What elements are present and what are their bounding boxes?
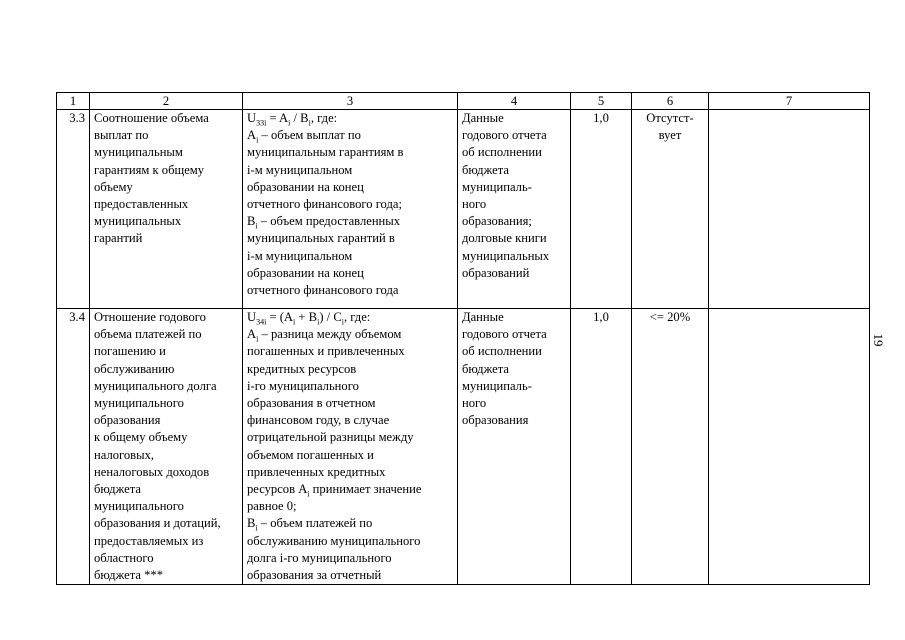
desc-a-prefix: A — [247, 327, 257, 342]
weight-value: 1,0 — [571, 110, 632, 309]
desc-a-sub: i — [256, 334, 259, 344]
desc-b: – объем платежей по обслуживанию муниципального долга i-го муниципального образования за отчетный — [247, 516, 421, 583]
indicator-name: Отношение годового объема платежей по погашению и обслуживанию муниципального долга муниципального образования к общему объему налоговых, неналоговых доходов бюджета муниципального образования и дотаций, предоставляемых из областного бюджета *** — [90, 309, 243, 585]
formula-sub: i — [308, 118, 311, 128]
formula-part: = (A — [266, 310, 294, 324]
header-cell: 1 — [57, 93, 90, 110]
table-row — [57, 110, 870, 309]
formula-sub: i — [293, 317, 296, 327]
header-cell: 4 — [458, 93, 571, 110]
note-cell — [709, 309, 870, 585]
formula-cell — [243, 110, 458, 309]
formula-part: ) / C — [319, 310, 342, 324]
page-number: 19 — [871, 333, 886, 347]
desc-a: – объем выплат по муниципальным гарантиям в i-м муниципальном образовании на конец отчетного финансового года; — [247, 128, 404, 212]
desc-a-prefix: A — [247, 128, 257, 143]
header-cell: 7 — [709, 93, 870, 110]
desc-b-prefix: B — [247, 516, 256, 531]
desc-b-sub: i — [255, 523, 258, 533]
formula-main: U — [247, 310, 257, 324]
formula-part: = A — [266, 111, 289, 125]
indicators-table — [56, 92, 870, 585]
formula-sub: i — [317, 317, 320, 327]
note-cell — [709, 110, 870, 309]
threshold-value: <= 20% — [632, 309, 709, 585]
data-source: Данные годового отчета об исполнении бюджета муниципаль- ного образования; долговые книги муниципальных образований — [458, 110, 571, 309]
header-cell: 6 — [632, 93, 709, 110]
threshold-value: Отсутст- вует — [632, 110, 709, 309]
header-cell: 2 — [90, 93, 243, 110]
row-number: 3.4 — [57, 309, 90, 585]
formula-tail: , где: — [343, 310, 371, 324]
desc-b-prefix: B — [247, 214, 256, 229]
formula-main: U — [247, 111, 257, 125]
table-header-row — [57, 93, 870, 110]
desc-b: – объем предоставленных муниципальных гарантий в i-м муниципальном образовании на конец отчетного финансового года — [247, 214, 401, 298]
header-cell: 3 — [243, 93, 458, 110]
formula-cell — [243, 309, 458, 585]
formula-sub: 33i — [256, 118, 267, 128]
formula-part: / B — [290, 111, 309, 125]
formula-part: + B — [295, 310, 318, 324]
row-number: 3.3 — [57, 110, 90, 309]
desc-a-tail: принимает значение равное 0; — [247, 482, 422, 514]
desc-a: – разница между объемом погашенных и привлеченных кредитных ресурсов i-го муниципального образования в отчетном финансовом году, в случае отрицательной разницы между объемом погашенных и привлеченных кредитных ресурсов A — [247, 327, 414, 497]
desc-a-sub: i — [307, 489, 310, 499]
indicator-name: Соотношение объема выплат по муниципальным гарантиям к общему объему предоставленных муниципальных гарантий — [90, 110, 243, 309]
desc-b-sub: i — [255, 221, 258, 231]
weight-value: 1,0 — [571, 309, 632, 585]
formula-tail: , где: — [310, 111, 338, 125]
header-cell: 5 — [571, 93, 632, 110]
desc-a-sub: i — [256, 135, 259, 145]
table-row — [57, 309, 870, 585]
formula-sub: 34i — [256, 317, 267, 327]
formula-sub: i — [288, 118, 291, 128]
formula-sub: i — [341, 317, 344, 327]
data-source: Данные годового отчета об исполнении бюджета муниципаль- ного образования — [458, 309, 571, 585]
